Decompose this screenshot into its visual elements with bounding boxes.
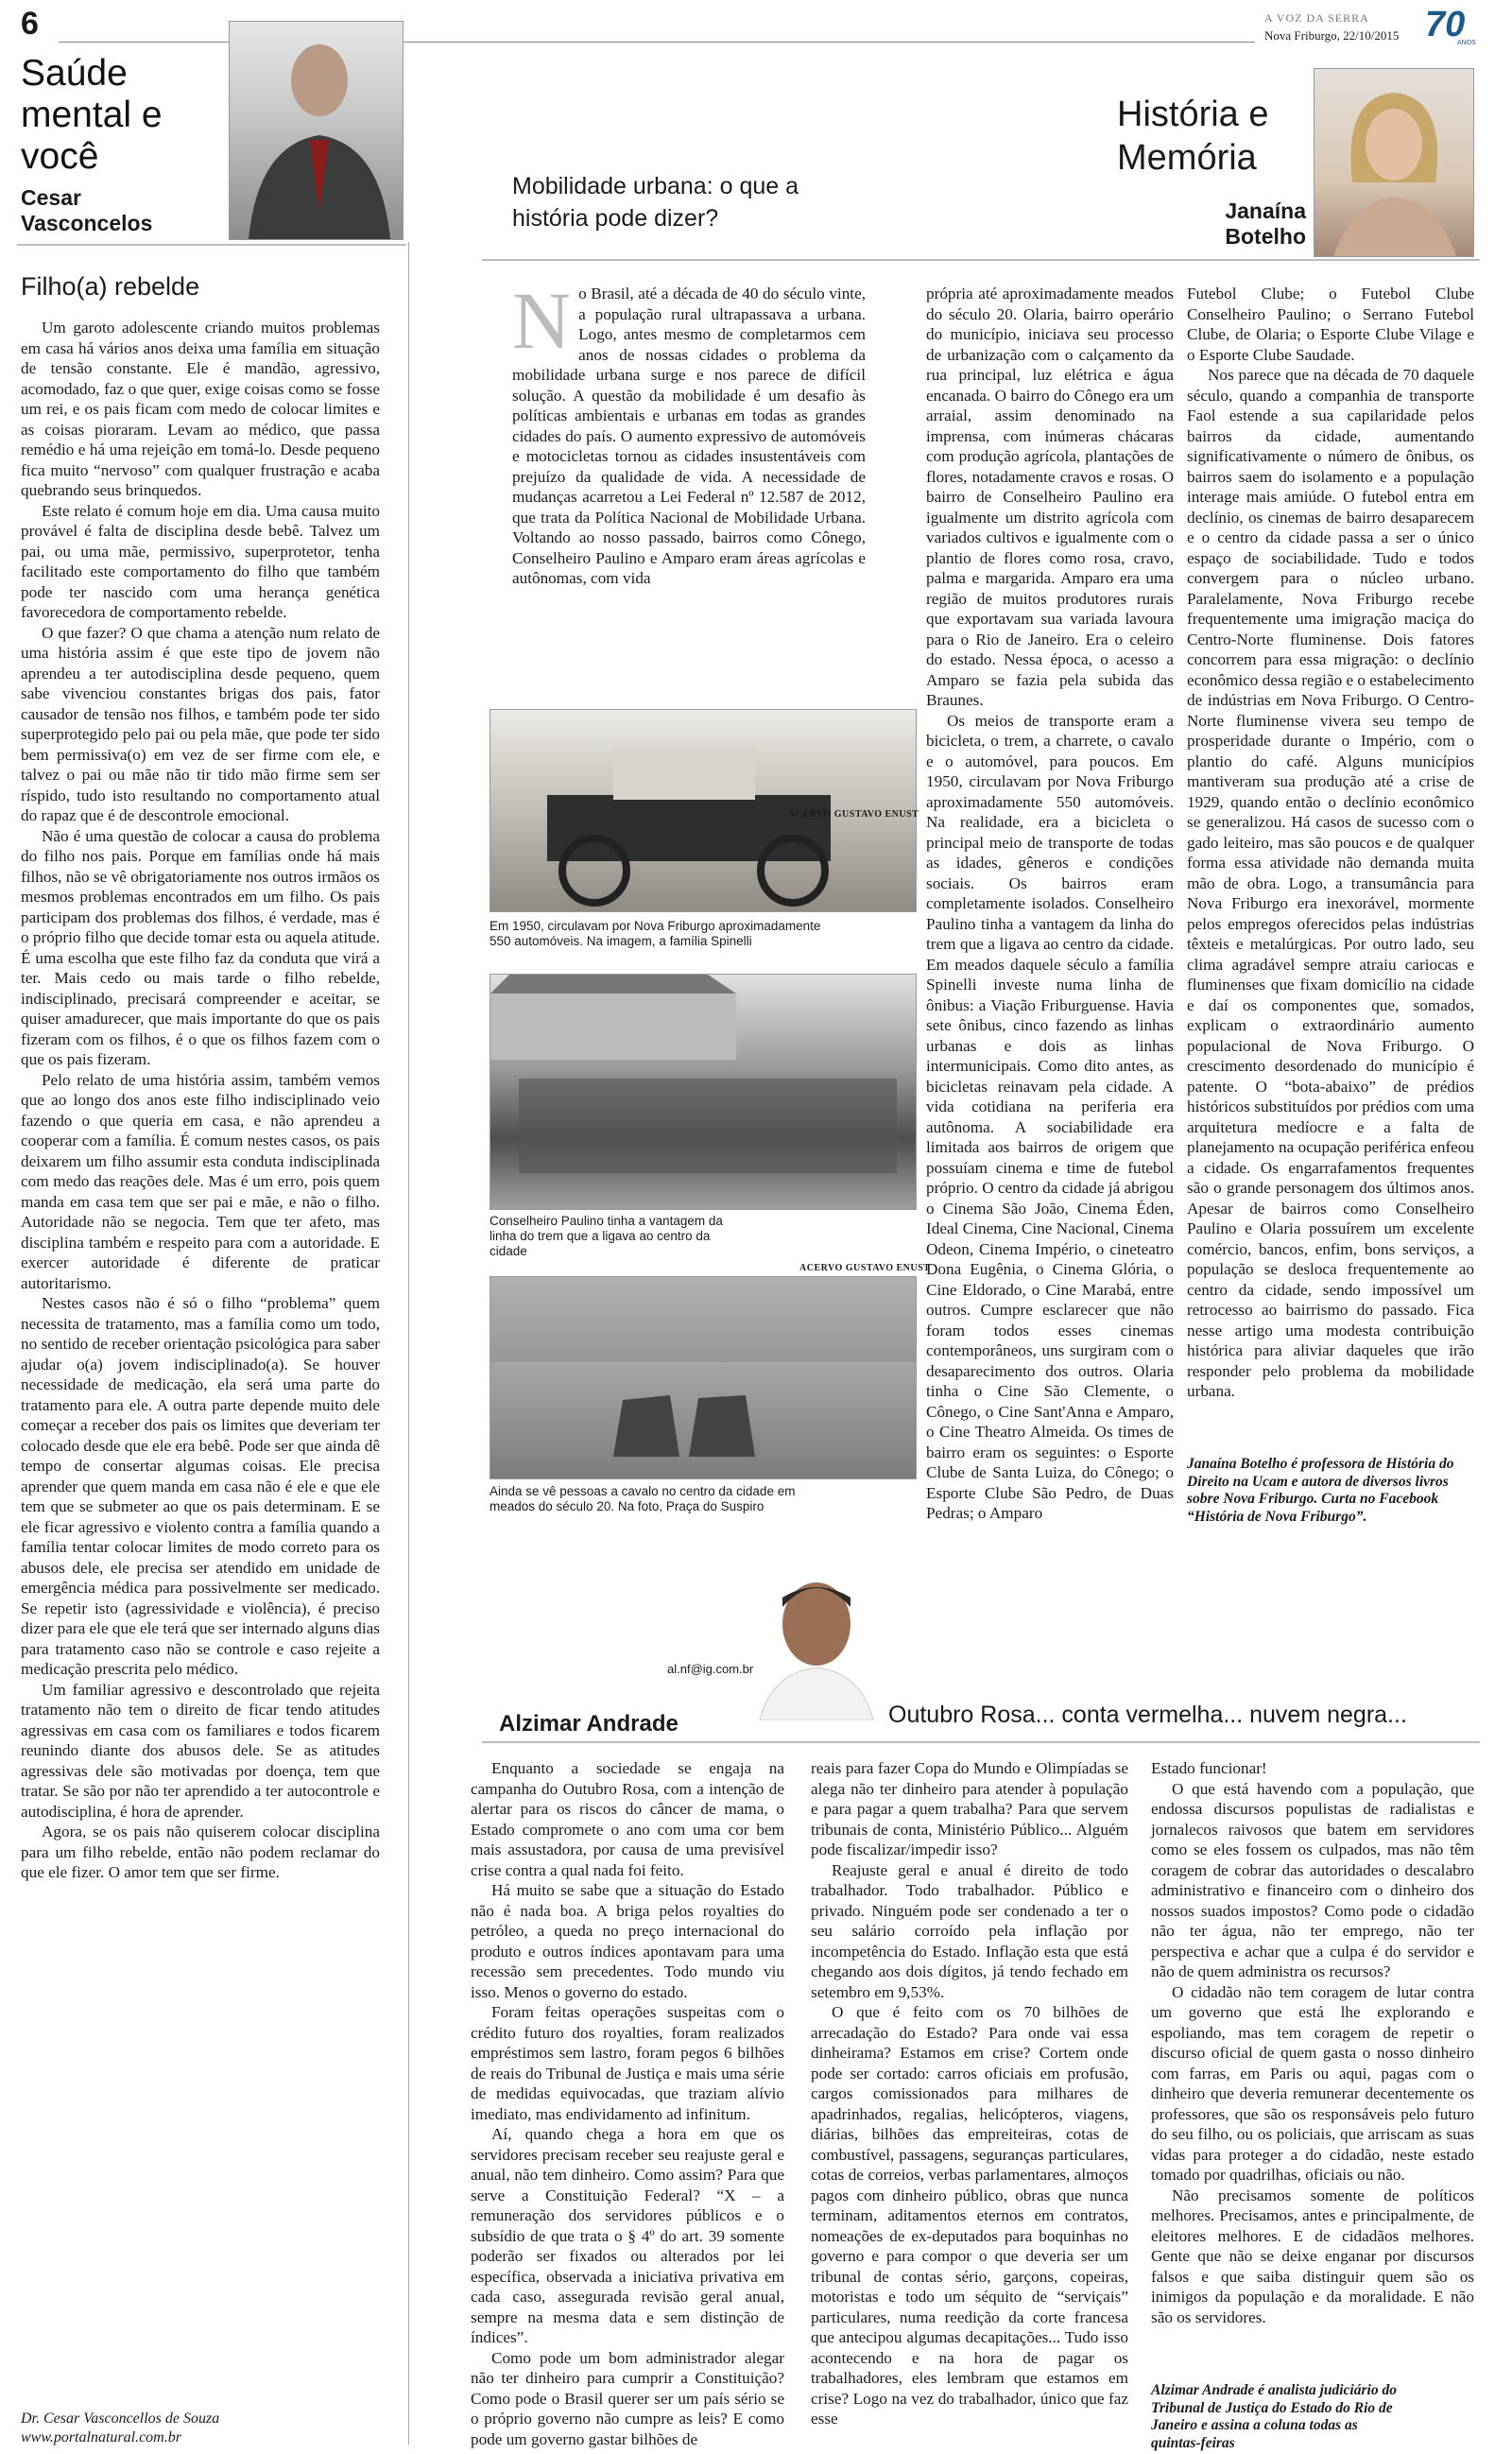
person-silhouette-icon [230,22,403,239]
paragraph: Agora, se os pais não quiserem colocar disciplina para um filho rebelde, então não podem reclamar do que ele fizer. O amor tem que ser firme. [21,1823,380,1881]
person-silhouette-icon [1314,69,1473,256]
history-col-1 [512,275,866,589]
history-paragraph: Futebol Clube; o Futebol Clube Conselheiro Paulino; o Serrano Futebol Clube, de Olaria; o Esporte Clube Vilage e o Esporte Clube Saudade. [1187,285,1474,364]
paragraph: Não é uma questão de colocar a causa do problema do filho nos pais. Porque em famílias onde há mais filhos, não se vê obrigatoriamente nos outros irmãos os mesmos problemas encontrados em um filho. Os pais participam dos problemas dos filhos, é verdade, mas é o próprio filho que decide tomar esta ou aquela atitude. É uma escolha que este filho faz da conduta que virá a ter. Mais cedo ou mais tarde o filho rebelde, indisciplinado, precisará compreender e aceitar, se quiser amadurecer, que mais importante do que os pais fizeram com os filhos, é o que os filhos fazem com o que os pais fizeram. [21,826,380,1068]
opinion-headline: Outubro Rosa... conta vermelha... nuvem negra... [888,1702,1407,1728]
paragraph: Nestes casos não é só o filho “problema” quem necessita de tratamento, mas a família como um todo, no sentido de receber orientação psicológica para saber ajudar o(a) jovem indisciplinado(a). Se houver necessidade de medicação, ela será uma parte do tratamento para ele. A outra parte depende muito dele começar a receber dos pais os limites que deveriam ter colocado desde que ele era bebê. Pode ser que ainda dê tempo de consertar algumas coisas. Ele precisa aprender que quem manda em casa não é ele e que ele tem que se submeter ao que os pais determinam. E se ele ficar agressivo e violento contra a família quando a família tentar colocar limites de modo correto para os abusos dele, ele precisa ser atendido em unidade de emergência médica para possivelmente ser medicado. Se repetir isto (agressividade e violência), é preciso dizer para ele que ele terá que ser internado alguns dias para tratamento caso não se controle e caso rejeite a medicação prescrita pelo médico. [21,1294,380,1678]
paragraph: Pelo relato de uma história assim, também vemos que ao longo dos anos este filho indisciplinado veio fazendo o que queria em casa, e não aprendeu a cooperar com a família. É comum nestes casos, os pais deixarem um filho assumir esta conduta indisciplinada com medo das reações dele. Mas é um erro, pois quem manda em casa tem que ser pai e mãe, e não o filho. Autoridade não se negocia. Tem que ter afeto, mas disciplina também e respeito para com a autoridade. E exercer autoridade é diferente de praticar autoritarismo. [21,1070,380,1292]
photo-horses [490,1276,917,1479]
website-link[interactable]: www.portalnatural.com.br [21,2429,181,2445]
opinion-bio: Alzimar Andrade é analista judiciário do Tribunal de Justiça do Estado do Rio de Janeiro e assina a coluna todas as quintas-feiras [1151,2382,1397,2451]
paragraph: Um familiar agressivo e descontrolado que rejeita tratamento não tem o direito de ficar tendo atitudes agressivas em casa com os familiares e todos ficarem reunindo diante dos abusos dele. Se as atitudes agressivas dele são motivadas por doença, tem que tratar. Se são por não ter aprendido a ter autocontrole e autodisciplina, é hora de aprender. [21,1680,380,1821]
left-column-rule [17,244,406,246]
opinion-paragraph: Não precisamos somente de políticos melhores. Precisamos, antes e principalmente, de eleitores melhores. E de cidadãos melhores. Gente que não se deixe enganar por discursos falsos e que saiba distinguir quem são os inimigos da população e da moralidade. E não são os servidores. [1151,2186,1474,2326]
paragraph: Um garoto adolescente criando muitos problemas em casa há vários anos deixa uma família em situação de tensão constante. Ele é mandão, agressivo, acomodado, faz o que quer, exige coisas como se fosse um rei, e os pais ficam com medo de colocar limites e as coisas pioraram. Levam ao médico, que passa remédio e há uma rejeição em tomá-lo. Desde pequeno fica muito “nervoso” com qualquer frustração e acaba quebrando seus brinquedos. [21,319,380,499]
opinion-paragraph: O cidadão não tem coragem de lutar contra um governo que está lhe explorando e espoliando, mas tem coragem de repetir o discurso oficial de quem gasta o nosso dinheiro com farras, em Paris ou aqui, pagas com o dinheiro que deveria remunerar decentemente os professores, que são os responsáveis pelo futuro do seu filho, ou os policiais, que arriscam as suas vidas para proteger a do cidadão, neste estado tomado por quadrilhas, oficiais ou não. [1151,1982,1474,2184]
author-photo-cesar [229,21,404,240]
photo-caption: Em 1950, circulavam por Nova Friburgo aproximadamente 550 automóveis. Na imagem, a família Spinelli [490,919,821,948]
dropcap: N [512,275,572,366]
opinion-author: Alzimar Andrade [499,1711,679,1737]
column-divider [408,242,409,2445]
opinion-paragraph: Enquanto a sociedade se engaja na campanha do Outubro Rosa, com a intenção de alertar para os riscos do câncer de mama, o Estado compromete o ano com uma cor bem mais assustadora, por causa de uma previsível crise contra a qual nada foi feito. [471,1759,784,1879]
column-title: Saúde mental e você [21,53,163,177]
photo-credit: ACERVO GUSTAVO ENUST [799,1263,931,1273]
paragraph: Este relato é comum hoje em dia. Uma causa muito provável é falta de disciplina desde bebê. Talvez um pai, ou uma mãe, permissivo, superprotetor, tenha facilitado este comportamento do filho que também pode ter nascido com uma herança genética favorecedora de comportamento rebelde. [21,501,380,621]
history-paragraph [512,275,866,589]
opinion-paragraph: Há muito se sabe que a situação do Estado não é nada boa. A briga pelos royalties do petróleo, a queda no preço internacional do produto e outros índices apontavam para uma recessão sem precedentes. Todo mundo viu isso. Menos o governo do estado. [471,1881,784,2001]
opinion-section-rule [482,1741,1480,1743]
article-body-rebelde [21,318,380,1883]
history-section-rule [482,259,1480,261]
opinion-col-1 [471,1758,784,2449]
crowd-icon [490,975,916,1209]
logo-sub: ANOS [1457,40,1476,46]
history-paragraph-text: o Brasil, até a década de 40 do século vinte, a população rural ultrapassava a urbana. Logo, antes mesmo de completarmos cem anos de nossas cidades o problema da mobilidade urbana surge e nos parece de difícil solução. A questão da mobilidade é um desafio às políticas ambientais e urbanas em todas as grandes cidades do país. O aumento expressivo de automóveis e motocicletas tornou as cidades insustentáveis com prejuízo da qualidade de vida. A necessidade de mudanças acarretou a Lei Federal nº 12.587 de 2012, que trata da Política Nacional de Mobilidade Urbana. Voltando ao nosso passado, bairros como Cônego, Conselheiro Paulino e Amparo eram áreas agrícolas e autônomas, com vida [512,285,866,587]
history-bio: Janaína Botelho é professora de História do Direito na Ucam e autora de diversos livros sobre Nova Friburgo. Curta no Facebook “História de Nova Friburgo”. [1187,1456,1454,1525]
opinion-paragraph: reais para fazer Copa do Mundo e Olimpíadas se alega não ter dinheiro para atender à população e para pagar a quem trabalha? Para que servem tribunais de conta, Ministério Público... Alguém pode fiscalizar/impedir isso? [811,1759,1128,1858]
opinion-paragraph: O que é feito com os 70 bilhões de arrecadação do Estado? Para onde vai essa dinheirama? Estamos em crise? Cortem onde pode ser cortado: carros oficiais em profusão, cargos comissionados para milhares de apadrinhados, regalias, helicópteros, viagens, diárias, bilhões das empreiteiras, cotas de combustível, passagens, seguranças particulares, cotas de correios, verbas parlamentares, almoços pagos com dinheiro público, obras que nunca terminam, aditamentos eternos em contratos, nomeações de ex-deputados para boquinhas no governo e para compor o que deveria ser um tribunal de contas sério, garçons, copeiras, motoristas e todo um séquito de “serviçais” particulares, numa reedição da corte francesa que antecipou algumas decapitações... Tudo isso acontecendo e na hora de pagar os trabalhadores, eles lembram que estamos em crise? Logo na vez do trabalhador, único que faz esse [811,2003,1128,2428]
opinion-paragraph: Como pode um bom administrador alegar não ter dinheiro para cumprir a Constituição? Como pode o Brasil querer ser um país sério se o próprio governo não cumpre as leis? E como pode um governo gastar bilhões de [471,2348,784,2448]
horse-riders-icon [490,1277,916,1478]
paragraph: O que fazer? O que chama a atenção num relato de uma história assim é que este tipo de jovem não aprendeu a ter autodisciplina desde pequeno, quem sabe vivenciou constantes brigas dos pais, fator causador de tensão nos filhos, e também pode ter sido superprotegido pelo pai ou pela mãe, que pode ter sido bem permissiva(o) em vez de ser firme com ele, e talvez o pai ou mãe não tir tido mão firme sem ser ríspido, tudo isto resultando no comportamento atual do rapaz que é de descontrole emocional. [21,623,380,824]
history-author: Janaína Botelho [1225,199,1306,249]
history-paragraph: Os meios de transporte eram a bicicleta, o trem, a charrete, o cavalo e o automóvel, para poucos. Em 1950, circulavam por Nova Friburgo aproximadamente 550 automóveis. Na realidade, era a bicicleta o principal meio de transporte de todas as idades, gêneros e condições sociais. Os bairros eram completamente isolados. Conselheiro Paulino tinha a vantagem da linha do trem que a ligava ao centro da cidade. Em meados daquele século a família Spinelli investe numa linha de ônibus: a Viação Friburguense. Havia sete ônibus, cinco fazendo as linhas urbanas e dois as linhas intermunicipais. Como dito antes, as bicicletas reinavam pela cidade. A vida cotidiana na periferia era autônoma. A sociabilidade era limitada aos bairros de origem que possuíam cinema e time de futebol próprio. O centro da cidade já abrigou o Cinema São João, Cinema Éden, Ideal Cinema, Cine Nacional, Cinema Odeon, Cinema Império, o cineteatro Dona Eugênia, o Cinema Glória, o Cine Eldorado, o Cine Marabá, entre outros. Cumpre esclarecer que não foram todos esses cinemas contemporâneos, uns surgiram com o desaparecimento dos outros. Olaria tinha o Cine São Clemente, o Cônego, o Cine Sant'Anna e Amparo, o Cine Theatro Almeida. Os times de bairro eram os seguintes: o Esporte Clube de Santa Luiza, do Cônego; o Esporte Clube São Pedro, de Duas Pedras; o Amparo [926,711,1175,1522]
column-author: Cesar Vasconcelos [21,185,153,235]
history-headline: Mobilidade urbana: o que a história pode dizer? [512,173,799,232]
photo-credit: ACERVO GUSTAVO ENUST [788,809,919,820]
opinion-paragraph: Foram feitas operações suspeitas com o crédito futuro dos royalties, foram realizados empréstimos sem lastro, foram pegos 6 bilhões de reais do Tribunal de Justiça e mais uma série de medidas equivocadas, que traziam alívio imediato, mas endividamento ad infinitum. [471,2003,784,2123]
history-section-title: História e Memória [1117,95,1269,178]
logo-number: 70 [1425,5,1466,44]
opinion-col-2 [811,1758,1128,2429]
opinion-paragraph: Reajuste geral e anual é direito de todo trabalhador. Todo trabalhador. Público e privado. Ninguém pode ser condenado a ter o seu salário corroído pela inflação por incompetência do Estado. Inflação esta que está chegando aos dois dígitos, já tendo fechado em setembro em 9,53%. [811,1860,1128,2001]
history-paragraph: Nos parece que na década de 70 daquele século, quando a companhia de transporte Faol estende a sua capilaridade pelos bairros da cidade, aumentando significativamente o número de ônibus, os bairros saem do isolamento e a população interage mais amiúde. O futebol entra em declínio, os cinemas de bairro desaparecem e o centro da cidade passa a ser o único espaço de sociabilidade. Tudo e todos convergem para o núcleo urbano. Paralelamente, Nova Friburgo recebe frequentemente uma imigração maciça do Centro-Norte fluminense. Dois fatores concorrem para essa migração: o declínio econômico dessa região e o estabelecimento de indústrias em Nova Friburgo. O Centro-Norte fluminense vivera seu tempo de prosperidade durante o Império, com o plantio do café. Alguns municípios mantiveram sua produção até a crise de 1929, quando então o declínio econômico se generalizou. Há casos de sucesso com o gado leiteiro, mas são poucos e de qualquer forma essa atividade não demanda muita mão de obra. Logo, a transumância para Nova Friburgo era inexorável, mormente pelos empregos oferecidos pelas indústrias têxteis e metalúrgicas. Por outro lado, seu clima agradável sempre atraiu cariocas e fluminenses que fixam domicílio na cidade e daí os componentes que, somados, explicam o extraordinário aumento populacional de Nova Friburgo. O crescimento desordenado do município é patente. O “bota-abaixo” de prédios históricos substituídos por prédios com uma arquitetura medíocre e a falta de planejamento na ocupação periférica enfeou a cidade. Os engarrafamentos frequentes são o grande personagem dos últimos anos. Apesar de bairros como Conselheiro Paulino e Olaria possuírem um excelente comércio, bancos, enfim, bons serviços, a população se desloca frequentemente ao centro da cidade, sendo impossível um retrocesso ao bairrismo do passado. Fica nesse artigo uma modesta contribuição histórica para aliviar daqueles que irão responder pelo problema da mobilidade urbana. [1187,366,1474,1400]
page-date: Nova Friburgo, 22/10/2015 [1264,28,1400,43]
opinion-author-photo [752,1569,881,1720]
opinion-paragraph: Estado funcionar! [1151,1759,1267,1777]
author-photo-janaina [1314,68,1474,257]
history-col-3 [1187,284,1474,1402]
article-title-rebelde: Filho(a) rebelde [21,272,200,301]
history-paragraph: própria até aproximadamente meados do século 20. Olaria, bairro operário do município, iniciava seu processo de urbanização com o calçamento da rua principal, luz elétrica e água encanada. O bairro do Cônego era um arraial, assim denominado na imprensa, com inúmeras chácaras com produção agrícola, plantações de flores, notadamente cravos e rosas. O bairro de Conselheiro Paulino era igualmente um distrito agrícola com variados cultivos e igualmente com o plantio de flores como rosa, cravo, palma e margarida. Amparo era uma região de muitos produtores rurais que exportavam sua variada lavoura para o Rio de Janeiro. Era o celeiro do estado. Nessa época, o acesso a Amparo se fazia pela subida das Braunes. [926,285,1174,709]
paper-name: A VOZ DA SERRA [1264,11,1369,25]
photo-caption: Conselheiro Paulino tinha a vantagem da linha do trem que a ligava ao centro da cidade [490,1214,723,1258]
opinion-col-3 [1151,1758,1474,2327]
page-number: 6 [21,6,39,42]
signature: Dr. Cesar Vasconcellos de Souza [21,2411,220,2427]
opinion-paragraph: Aí, quando chega a hora em que os servidores precisam receber seu reajuste geral e anual, não tem dinheiro. Como assim? Para que serve a Constituição Federal? “X – a remuneração dos servidores públicos e o subsídio de que trata o § 4º do art. 39 somente poderão ser fixados ou alterados por lei específica, observada a iniciativa privativa em cada caso, assegurada revisão geral anual, sempre na mesma data e sem distinção de índices”. [471,2125,784,2346]
opinion-paragraph: O que está havendo com a população, que endossa discursos populistas de radialistas e jornalecos raivosos que batem em servidores como se eles fossem os culpados, mas não têm coragem de cobrar das autoridades o descalabro administrativo e financeiro com o dinheiro dos nossos suados impostos? Como pode o cidadão não ter água, não ter emprego, não ter perspectiva e achar que a culpa é do servidor e não de quem administra os recursos? [1151,1779,1474,1980]
anniversary-logo [1425,6,1482,47]
opinion-email[interactable]: al.nf@ig.com.br [667,1662,754,1676]
photo-caption: Ainda se vê pessoas a cavalo no centro da cidade em meados do século 20. Na foto, Praça do Suspiro [490,1484,796,1513]
photo-train-station [490,974,917,1210]
history-col-2 [926,284,1174,1524]
person-silhouette-icon [752,1569,881,1720]
